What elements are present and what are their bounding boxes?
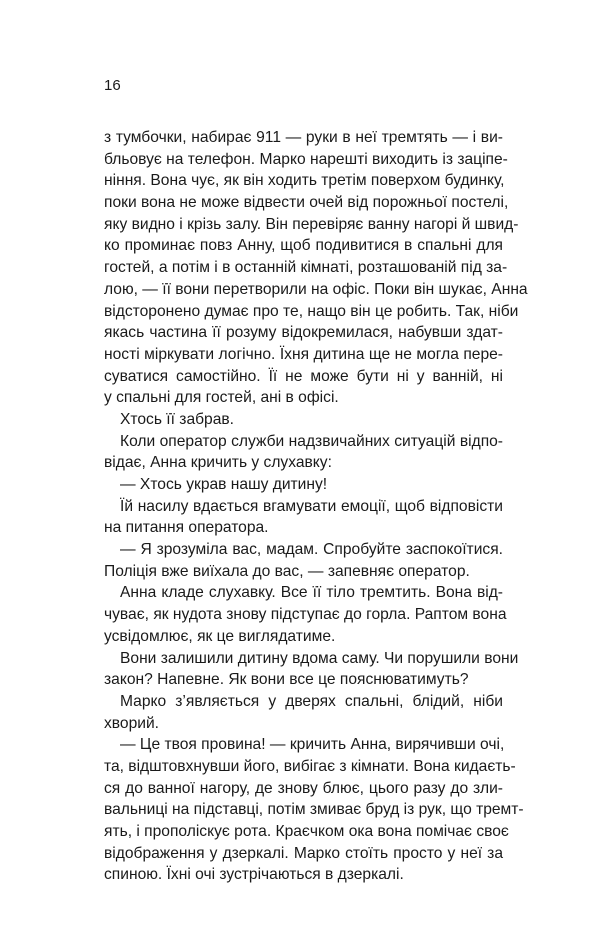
text-line: усвідомлює, як це виглядатиме. [104, 627, 336, 645]
text-line: Коли оператор служби надзвичайних ситуацій відпо- [120, 432, 503, 450]
text-line: ся до ванної нагору, де знову блює, цього разу до зли- [104, 779, 503, 797]
text-line: якась частина її розуму відокремилася, набувши здат- [104, 324, 503, 342]
text-line: — Це твоя провина! — кричить Анна, вирячивши очі, [120, 736, 505, 754]
text-line: лою, — її вони перетворили на офіс. Поки він шукає, Анна [104, 280, 528, 298]
text-line: у спальні для гостей, ані в офісі. [104, 389, 339, 407]
text-line: хворий. [104, 714, 160, 732]
text-line: відає, Анна кричить у слухавку: [104, 454, 332, 472]
text-line: Вони залишили дитину вдома саму. Чи порушили вони [120, 649, 519, 667]
text-line: суватися самостійно. Її не може бути ні у ванній, ні [104, 367, 503, 385]
text-line: вальниці на підставці, потім змиває бруд із рук, що тремт- [104, 801, 524, 819]
text-line: Поліція вже виїхала до вас, — запевняє оператор. [104, 562, 470, 580]
text-line: гостей, а потім і в останній кімнаті, розташованій під за- [104, 259, 508, 277]
text-line: яку видно і крізь залу. Він перевіряє ванну нагорі й швид- [104, 215, 519, 233]
text-line: Марко з’являється у дверях спальні, блідий, ніби [120, 692, 503, 710]
text-line: Хтось її забрав. [120, 410, 235, 428]
text-line: ніння. Вона чує, як він ходить третім поверхом будинку, [104, 172, 505, 190]
text-line: на питання оператора. [104, 519, 269, 537]
text-line: Їй насилу вдається вгамувати емоції, щоб відповісти [120, 497, 503, 515]
text-line: Анна кладе слухавку. Все її тіло тремтить. Вона від- [120, 584, 503, 602]
text-line: закон? Напевне. Як вони все це пояснюватимуть? [104, 671, 469, 689]
text-line: — Хтось украв нашу дитину! [120, 476, 328, 493]
text-line: та, відштовхнувши його, вибігає з кімнати. Вона кидаєть- [104, 757, 516, 775]
body-text [104, 127, 528, 886]
text-line: — Я зрозуміла вас, мадам. Спробуйте заспокоїтися. [120, 541, 503, 559]
text-line: відсторонено думає про те, нащо він це робить. Так, ніби [104, 302, 519, 320]
text-line: поки вона не може відвести очей від порожньої постелі, [104, 194, 509, 212]
page-number: 16 [104, 77, 121, 94]
text-line: спиною. Їхні очі зустрічаються в дзеркалі. [104, 866, 404, 884]
text-line: відображення у дзеркалі. Марко стоїть просто у неї за [104, 844, 503, 862]
text-line: бльовує на телефон. Марко нарешті виходить із заціпе- [104, 150, 508, 168]
text-line: ко проминає повз Анну, щоб подивитися в спальні для [104, 237, 503, 255]
text-line: ності міркувати логічно. Їхня дитина ще не могла пере- [104, 345, 503, 363]
text-line: чуває, як нудота знову підступає до горла. Раптом вона [104, 606, 507, 624]
text-line: ять, і прополіскує рота. Краєчком ока вона помічає своє [104, 823, 509, 840]
text-line: з тумбочки, набирає 911 — руки в неї тремтять — і ви- [104, 129, 503, 146]
